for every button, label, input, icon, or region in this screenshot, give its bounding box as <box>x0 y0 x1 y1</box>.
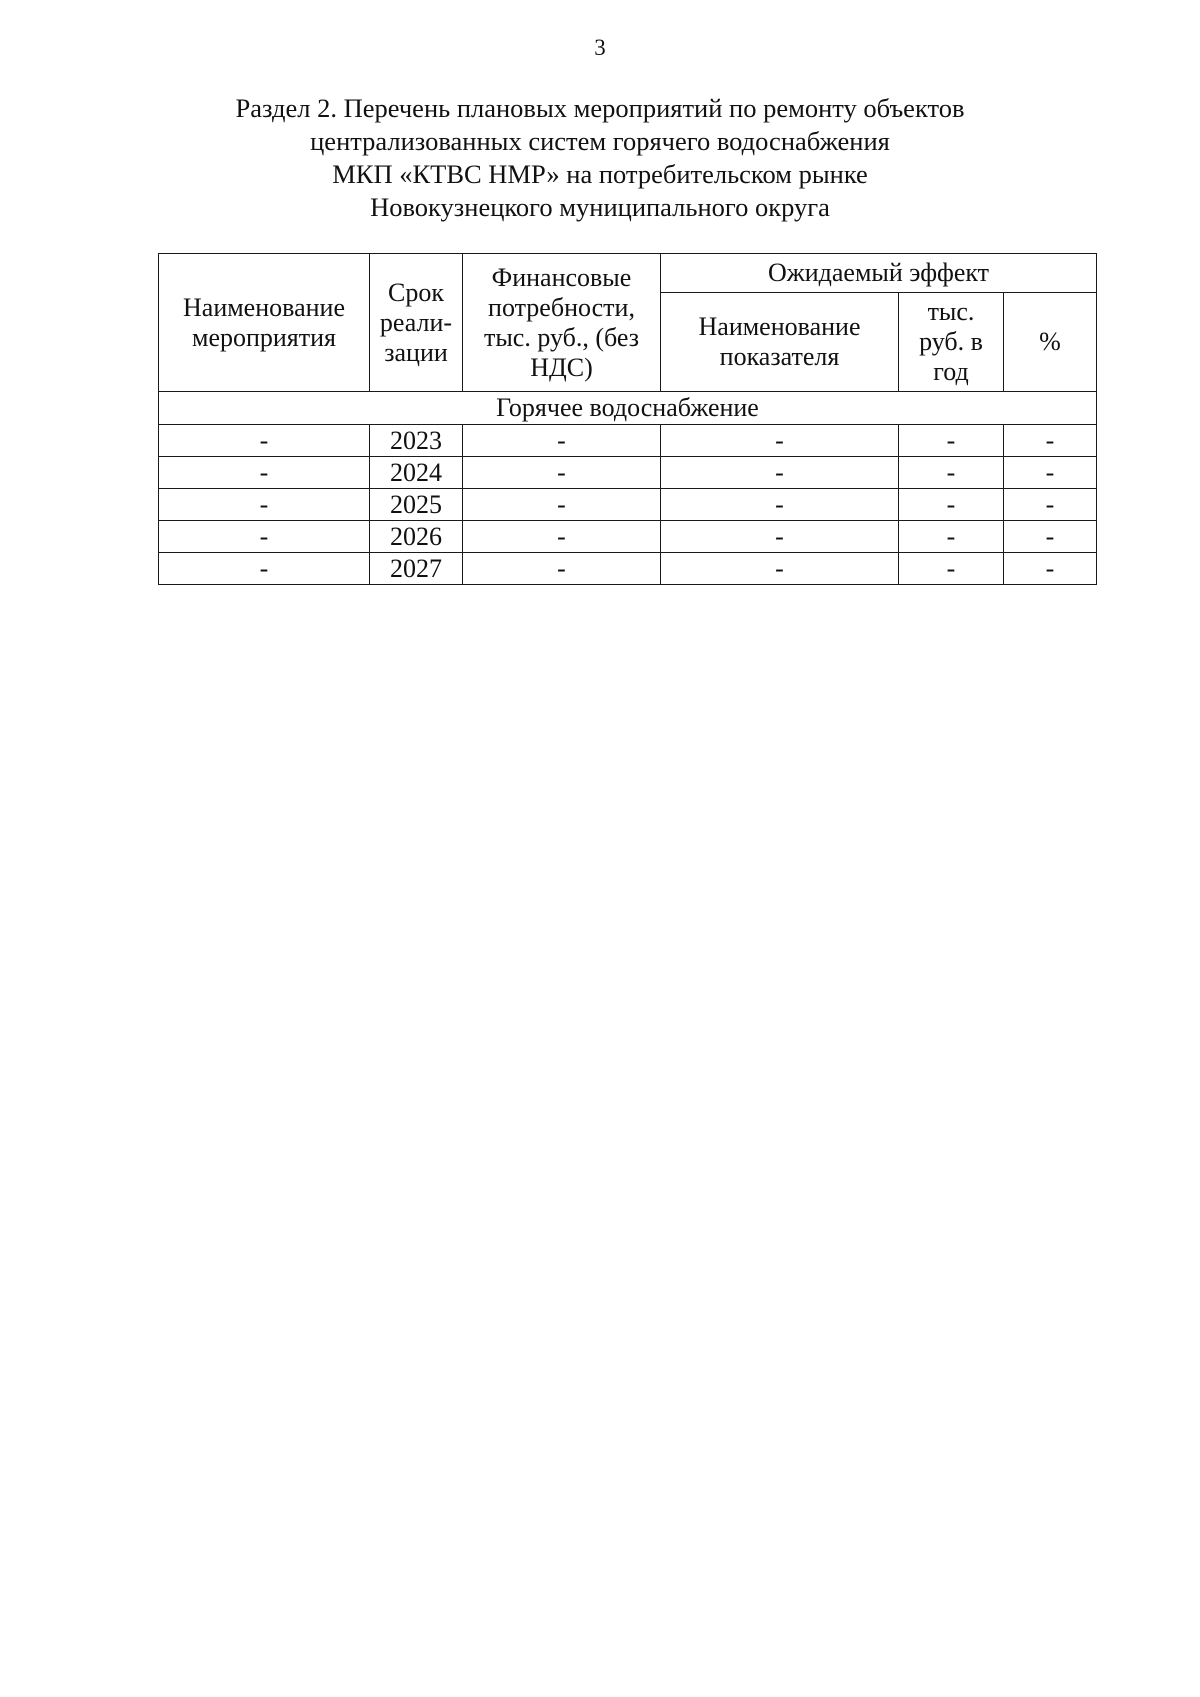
cell-percent: - <box>1004 425 1097 457</box>
table-row <box>159 489 1097 521</box>
cell-finance: - <box>463 457 661 489</box>
cell-value: - <box>899 553 1004 585</box>
cell-event: - <box>159 457 370 489</box>
table-row <box>159 457 1097 489</box>
cell-finance: - <box>463 425 661 457</box>
cell-percent: - <box>1004 521 1097 553</box>
cell-value: - <box>899 521 1004 553</box>
cell-percent: - <box>1004 489 1097 521</box>
table-header <box>159 254 1097 392</box>
cell-event: - <box>159 553 370 585</box>
cell-value: - <box>899 489 1004 521</box>
cell-indicator: - <box>661 425 899 457</box>
title-line-4: Новокузнецкого муниципального округа <box>370 192 830 222</box>
cell-percent: - <box>1004 553 1097 585</box>
section-row <box>159 392 1097 425</box>
cell-indicator: - <box>661 457 899 489</box>
section-label: Горячее водоснабжение <box>159 392 1097 425</box>
cell-year: 2023 <box>370 425 463 457</box>
cell-event: - <box>159 489 370 521</box>
header-indicator-name: Наименование показателя <box>661 293 899 392</box>
header-event-name: Наименование мероприятия <box>159 254 370 392</box>
title-line-1: Раздел 2. Перечень плановых мероприятий по ремонту объектов <box>235 93 965 123</box>
title-line-2: централизованных систем горячего водоснабжения <box>310 126 890 156</box>
cell-event: - <box>159 521 370 553</box>
header-percent: % <box>1004 293 1097 392</box>
title-line-3: МКП «КТВС НМР» на потребительском рынке <box>332 159 868 189</box>
cell-indicator: - <box>661 553 899 585</box>
cell-finance: - <box>463 489 661 521</box>
cell-value: - <box>899 425 1004 457</box>
cell-percent: - <box>1004 457 1097 489</box>
cell-event: - <box>159 425 370 457</box>
header-term: Срок реали-зации <box>370 254 463 392</box>
table-row <box>159 425 1097 457</box>
measures-table <box>158 253 1097 585</box>
cell-indicator: - <box>661 521 899 553</box>
measures-table-container <box>158 253 1096 585</box>
header-thousand-rub-per-year: тыс. руб. в год <box>899 293 1004 392</box>
table-row <box>159 521 1097 553</box>
table-row <box>159 553 1097 585</box>
cell-finance: - <box>463 553 661 585</box>
cell-year: 2027 <box>370 553 463 585</box>
cell-year: 2024 <box>370 457 463 489</box>
page-number: 3 <box>594 35 606 60</box>
header-expected-effect: Ожидаемый эффект <box>661 254 1097 293</box>
cell-value: - <box>899 457 1004 489</box>
table-body <box>159 392 1097 585</box>
header-financial-needs: Финансовые потребности, тыс. руб., (без НДС) <box>463 254 661 392</box>
cell-finance: - <box>463 521 661 553</box>
cell-year: 2025 <box>370 489 463 521</box>
cell-indicator: - <box>661 489 899 521</box>
document-title <box>100 92 1100 224</box>
cell-year: 2026 <box>370 521 463 553</box>
